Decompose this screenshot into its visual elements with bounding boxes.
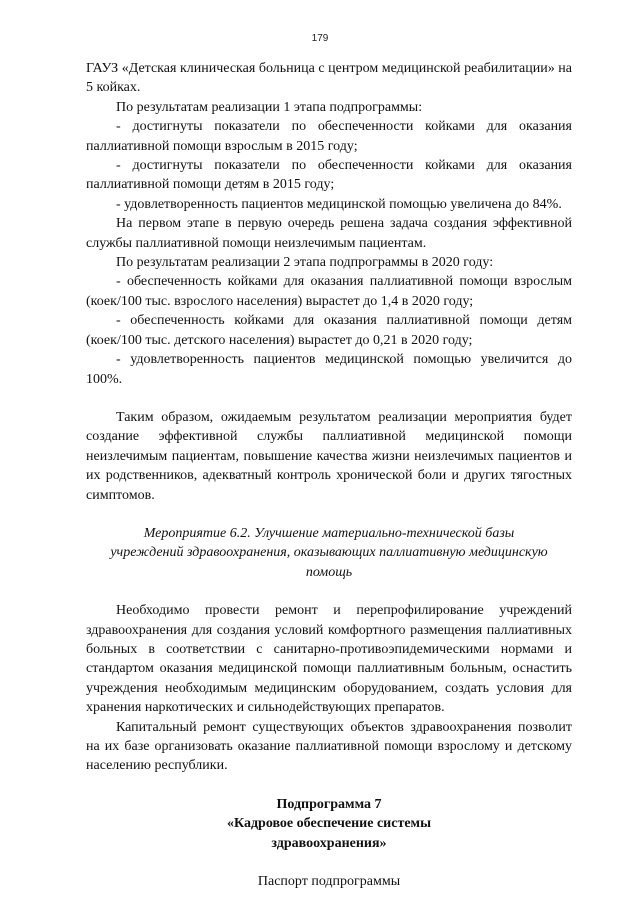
subprogram-heading-line1: Подпрограмма 7 (276, 796, 382, 812)
passport-title: Паспорт подпрограммы (257, 874, 401, 890)
page-number: 179 (311, 33, 329, 44)
list-item: - удовлетворенность пациентов медицинской помощью увеличится до 100%. (86, 352, 572, 387)
paragraph: ГАУЗ «Детская клиническая больница с центром медицинской реабилитации» на 5 койках. (86, 61, 572, 96)
list-item: - обеспеченность койками для оказания паллиативной помощи детям (коек/100 тыс. детского населения) вырастет до 0,21 в 2020 году; (86, 313, 572, 348)
paragraph: По результатам реализации 1 этапа подпрограммы: (116, 99, 423, 115)
paragraph: Капитальный ремонт существующих объектов здравоохранения позволит на их базе организовать оказание паллиативной помощи взрослому и детскому населению республики. (86, 719, 572, 774)
list-item: - достигнуты показатели по обеспеченности койками для оказания паллиативной помощи детям в 2015 году; (86, 158, 572, 193)
body-text (86, 59, 572, 891)
list-item: - достигнуты показатели по обеспеченности койками для оказания паллиативной помощи взрослым в 2015 году; (86, 119, 572, 154)
subprogram-heading-line2: «Кадровое обеспечение системы (226, 816, 432, 832)
list-item: - обеспеченность койками для оказания паллиативной помощи взрослым (коек/100 тыс. взрослого населения) вырастет до 1,4 в 2020 году; (86, 274, 572, 309)
paragraph: По результатам реализации 2 этапа подпрограммы в 2020 году: (116, 255, 494, 271)
measure-heading: Мероприятие 6.2. Улучшение материально-технической базы учреждений здравоохранения, оказывающих паллиативную медицинскую помощь (110, 525, 548, 580)
paragraph: Необходимо провести ремонт и перепрофилирование учреждений здравоохранения для создания условий комфортного размещения паллиативных больных в соответствии с санитарно-противоэпидемическими нормами и стандартом оказания медицинской помощи паллиативным больным, оснастить учреждения необходимым медицинским оборудованием, создать условия для хранения наркотических и сильнодействующих препаратов. (86, 603, 572, 716)
paragraph: На первом этапе в первую очередь решена задача создания эффективной службы паллиативной помощи неизлечимым пациентам. (86, 216, 572, 251)
list-item: - удовлетворенность пациентов медицинской помощью увеличена до 84%. (116, 196, 562, 212)
subprogram-heading-line3: здравоохранения» (271, 835, 387, 851)
conclusion-paragraph: Таким образом, ожидаемым результатом реализации мероприятия будет создание эффективной службы паллиативной медицинской помощи неизлечимым пациентам, повышение качества жизни неизлечимых пациентов и их родственников, адекватный контроль хронической боли и других тягостных симптомов. (86, 409, 572, 503)
